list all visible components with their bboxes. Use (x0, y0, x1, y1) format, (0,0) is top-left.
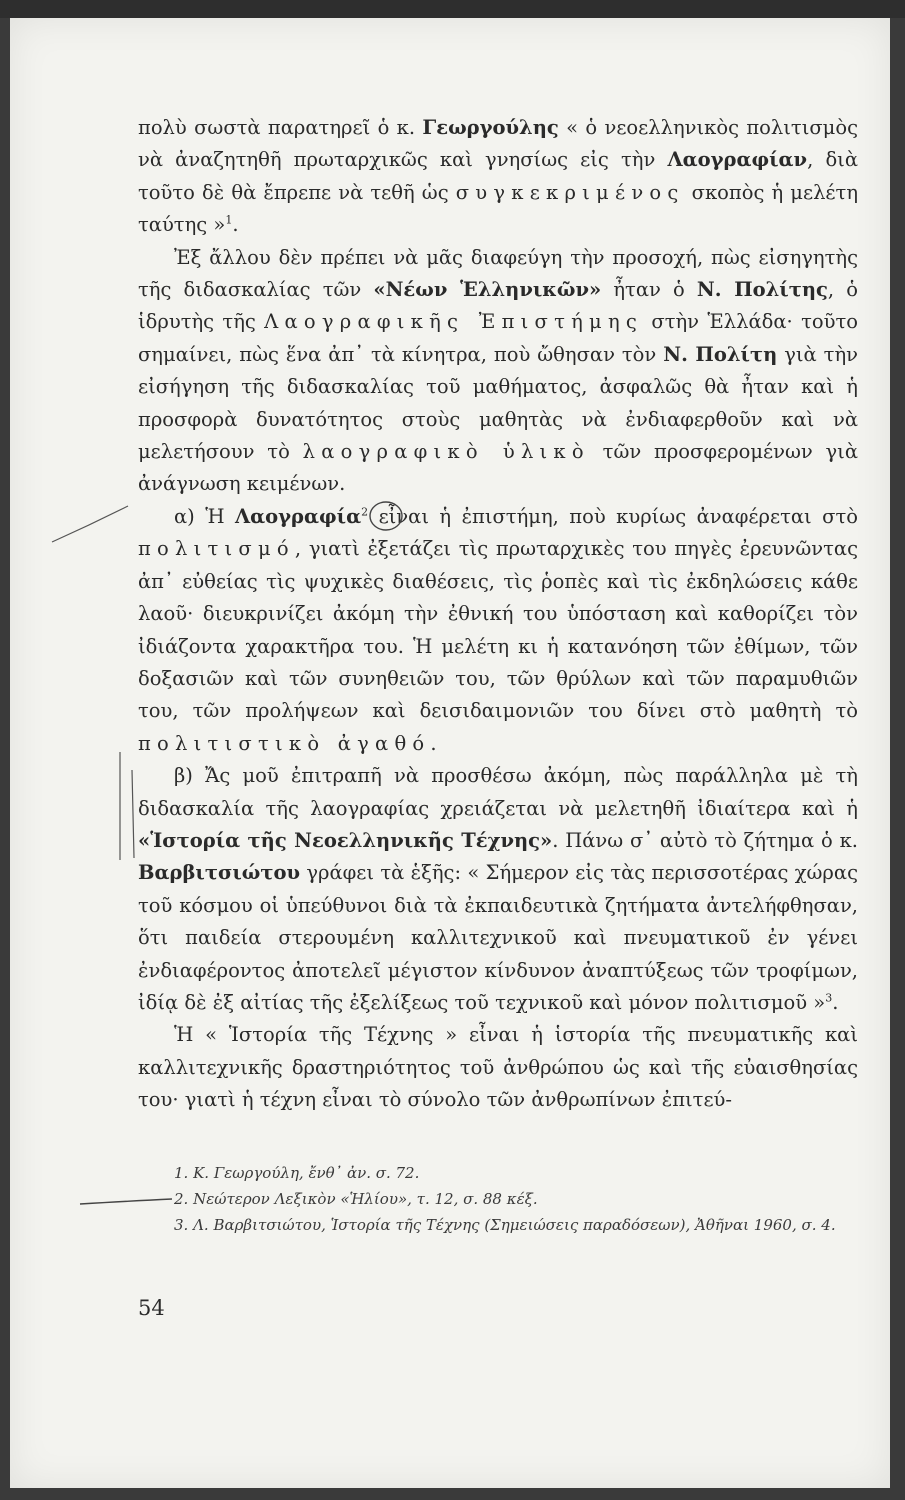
paragraph-5 (138, 1019, 858, 1116)
text-segment: Ν. Πολίτη (663, 342, 778, 366)
text-segment: α) Ἡ (174, 504, 236, 528)
footnote-1: 1. Κ. Γεωργούλη, ἔνθ᾽ ἀν. σ. 72. (174, 1164, 420, 1182)
text-segment: «Ἱστορία τῆς Νεοελληνικῆς Τέχνης» (138, 828, 553, 852)
text-segment: , ὁ ἱδρυτὴς τῆς (138, 278, 858, 334)
text-segment: πολιτιστικὸ ἀγαθό (138, 731, 431, 755)
text-segment: γιὰ τὴν εἰσήγηση τῆς διδασκαλίας τοῦ μαθήματος, ἀσφαλῶς θὰ ἦταν καὶ ἡ προσφορὰ δυνατότητος στοὺς μαθητὰς νὰ ἐνδιαφερθοῦν καὶ νὰ μελετήσουν τὸ (138, 342, 858, 464)
text-segment: ἦταν ὁ (601, 278, 697, 302)
text-segment: συγκεκριμένος (455, 180, 685, 204)
text-segment: Λαογραφία (235, 504, 362, 528)
text-segment: Ἐξ ἄλλου δὲν πρέπει νὰ μᾶς διαφεύγη τὴν προσοχή, πὼς εἰσηγητὴς τῆς διδασκαλίας τῶν (138, 245, 858, 302)
text-segment: , διὰ τοῦτο δὲ θὰ ἔπρεπε νὰ τεθῆ ὡς (138, 148, 858, 204)
footnote-3: 3. Λ. Βαρβιτσιώτου, Ἱστορία τῆς Τέχνης (Σημειώσεις παραδόσεων), Ἀθῆναι 1960, σ. 4. (174, 1216, 836, 1234)
text-segment: Γεωργούλης (422, 116, 559, 139)
text-segment: Λαογραφίαν (667, 148, 808, 172)
text-segment: . Πάνω σ᾽ αὐτὸ τὸ ζήτημα ὁ κ. (552, 828, 858, 852)
text-segment: 1 (225, 213, 233, 227)
paragraph-1 (138, 112, 858, 242)
text-segment: 2 (361, 505, 369, 519)
text-segment: Βαρβιτσιώτου (138, 861, 300, 885)
paragraph-4 (138, 760, 858, 1019)
text-segment: λαογραφικὸ ὑλικὸ (302, 440, 590, 464)
text-segment: Ν. Πολίτης (696, 278, 828, 302)
text-segment: σκοπὸς ἡ μελέτη ταύτης » (138, 180, 859, 237)
text-segment: β) Ἄς μοῦ ἐπιτραπῆ νὰ προσθέσω ἀκόμη, πὼς παράλληλα μὲ τὴ διδασκαλία τῆς λαογραφίας χρειάζεται νὰ μελετηθῆ ἰδιαίτερα καὶ ἡ (138, 764, 858, 820)
paragraph-2 (138, 242, 858, 501)
text-segment: «Νέων Ἑλληνικῶν» (373, 278, 602, 302)
text-segment: , γιατὶ ἐξετάζει τὶς πρωταρχικὲς του πηγὲς ἐρευνῶντας ἀπ᾽ εὐθείας τὶς ψυχικὲς διαθέσεις, τὶς ῥοπὲς καὶ τὶς ἐκδηλώσεις κάθε λαοῦ· διευκρινίζει ἀκόμη τὴν ἐθνική του ὑπόσταση καὶ καθορίζει τὸν ἰδιάζοντα χαρακτῆρα του. Ἡ μελέτη κι ἡ κατανόηση τῶν ἐθίμων, τῶν δοξασιῶν καὶ τῶν συνηθειῶν του, τῶν θρύλων καὶ τῶν παραμυθιῶν του, τῶν προλήψεων καὶ δεισιδαιμονιῶν του δίνει στὸ μαθητὴ τὸ (138, 537, 858, 723)
text-segment: 3 (825, 991, 833, 1005)
paragraph-3 (138, 501, 858, 760)
text-segment: στὴν Ἑλλάδα· τοῦτο σημαίνει, πὼς ἕνα ἀπ᾽ τὰ κίνητρα, ποὺ ὤθησαν τὸν (138, 310, 859, 366)
text-segment: πολὺ σωστὰ παρατηρεῖ ὁ κ. (138, 116, 423, 139)
text-segment: . (232, 213, 239, 237)
text-segment: Λαογραφικῆς Ἐπιστήμης (264, 310, 644, 334)
text-segment: πολιτισμό (138, 537, 295, 561)
scan-border (0, 0, 905, 18)
text-segment: « ὁ νεοελληνικὸς πολιτισμὸς νὰ ἀναζητηθῆ πρωταρχικῶς καὶ γνησίως εἰς τὴν (138, 116, 858, 172)
page-number: 54 (138, 1296, 165, 1320)
text-segment: εἶναι ἡ ἐπιστήμη, ποὺ κυρίως ἀναφέρεται στὸ (368, 504, 858, 528)
text-segment: . (430, 731, 437, 755)
text-segment: γράφει τὰ ἑξῆς: « Σήμερον εἰς τὰς περισσοτέρας χώρας τοῦ κόσμου οἱ ὑπεύθυνοι διὰ τὰ ἐκπαιδευτικὰ ζητήματα ἀντελήφθησαν, ὅτι παιδεία στερουμένη καλλιτεχνικοῦ καὶ πνευματικοῦ ἐν γένει ἐνδιαφέροντος ἀποτελεῖ μέγιστον κίνδυνον ἀναπτύξεως τῶν τροφίμων, ἰδίᾳ δὲ ἐξ αἰτίας τῆς ἐξελίξεως τοῦ τεχνικοῦ καὶ μόνον πολιτισμοῦ » (138, 861, 858, 1014)
text-segment: Ἡ « Ἱστορία τῆς Τέχνης » εἶναι ἡ ἱστορία τῆς πνευματικῆς καὶ καλλιτεχνικῆς δραστηριότητος τοῦ ἀνθρώπου ὡς καὶ τῆς εὐαισθησίας του· γιατὶ ἡ τέχνη εἶναι τὸ σύνολο τῶν ἀνθρωπίνων ἐπιτεύ- (138, 1023, 858, 1112)
text-segment: τῶν προσφερομένων γιὰ ἀνάγνωση κειμένων. (138, 440, 858, 496)
body-text (138, 112, 858, 1117)
text-segment: . (832, 990, 839, 1014)
footnote-2: 2. Νεώτερον Λεξικὸν «Ἡλίου», τ. 12, σ. 88 κέξ. (174, 1190, 538, 1208)
footnotes (138, 1160, 858, 1238)
